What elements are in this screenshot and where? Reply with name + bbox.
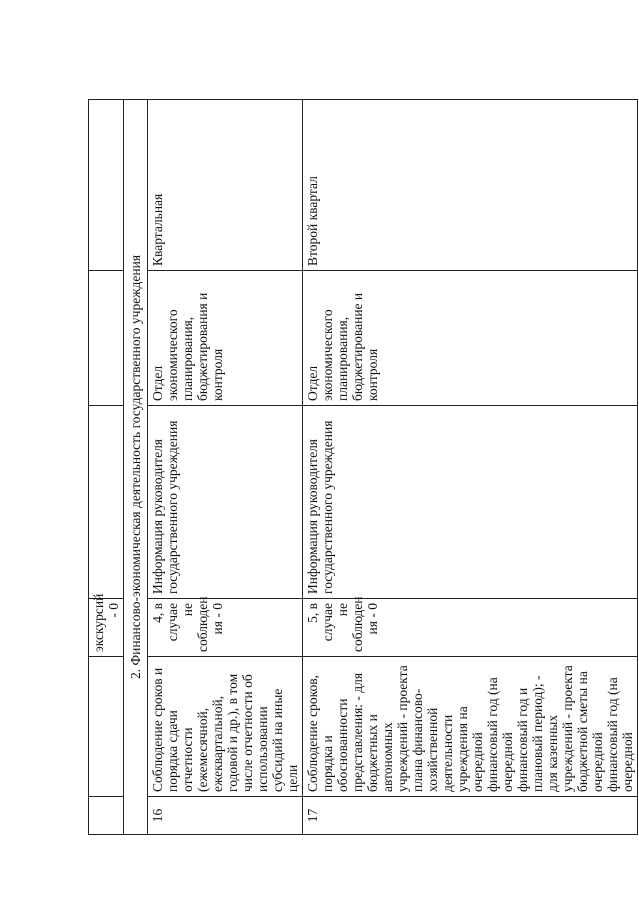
criterion-source: Информация руководителя государственного учреждения: [148, 406, 303, 599]
section-row: [124, 100, 148, 835]
criteria-table: [88, 99, 638, 835]
row-number: 17: [303, 797, 638, 835]
section-title: 2. Финансово-экономическая деятельность государственного учреждения: [124, 100, 148, 835]
cell-source: [89, 406, 124, 599]
criterion-score: 4, в случае не соблюден ия - 0: [148, 599, 303, 657]
cell-score: экскурсий - 0: [89, 599, 124, 657]
cell-responsible: [89, 271, 124, 406]
cell-num: [89, 797, 124, 835]
criterion-score: 5, в случае не соблюден ия - 0: [303, 599, 638, 657]
table-row: [89, 100, 124, 835]
criterion-period: Второй квартал: [303, 100, 638, 271]
criterion-source: Информация руководителя государственного учреждения: [303, 406, 638, 599]
criterion-period: Квартальная: [148, 100, 303, 271]
table-row: [148, 100, 303, 835]
criterion-name: Соблюдение сроков, порядка и обоснованности представления: - для бюджетных и автономных учреждений - проекта плана финансово-хозяйственной деятельности учреждения на очередной финансовый год (на очередной финансовый год и плановый период); - для казенных учреждений - проекта бюджетной сметы на очередной финансовый год (на очередной: [303, 657, 638, 797]
criterion-responsible: Отдел экономического планирования, бюджетирования и контроля: [148, 271, 303, 406]
criterion-name: Соблюдение сроков и порядка сдачи отчетности (ежемесячной, ежеквартальной, годовой и др.), в том числе отчетности об использовании субсидий на иные цели: [148, 657, 303, 797]
row-number: 16: [148, 797, 303, 835]
rotated-page: [88, 100, 635, 835]
table-row: [303, 100, 638, 835]
criterion-responsible: Отдел экономического планирования, бюджетирование и контроля: [303, 271, 638, 406]
cell-period: [89, 100, 124, 271]
cell-name: [89, 657, 124, 797]
